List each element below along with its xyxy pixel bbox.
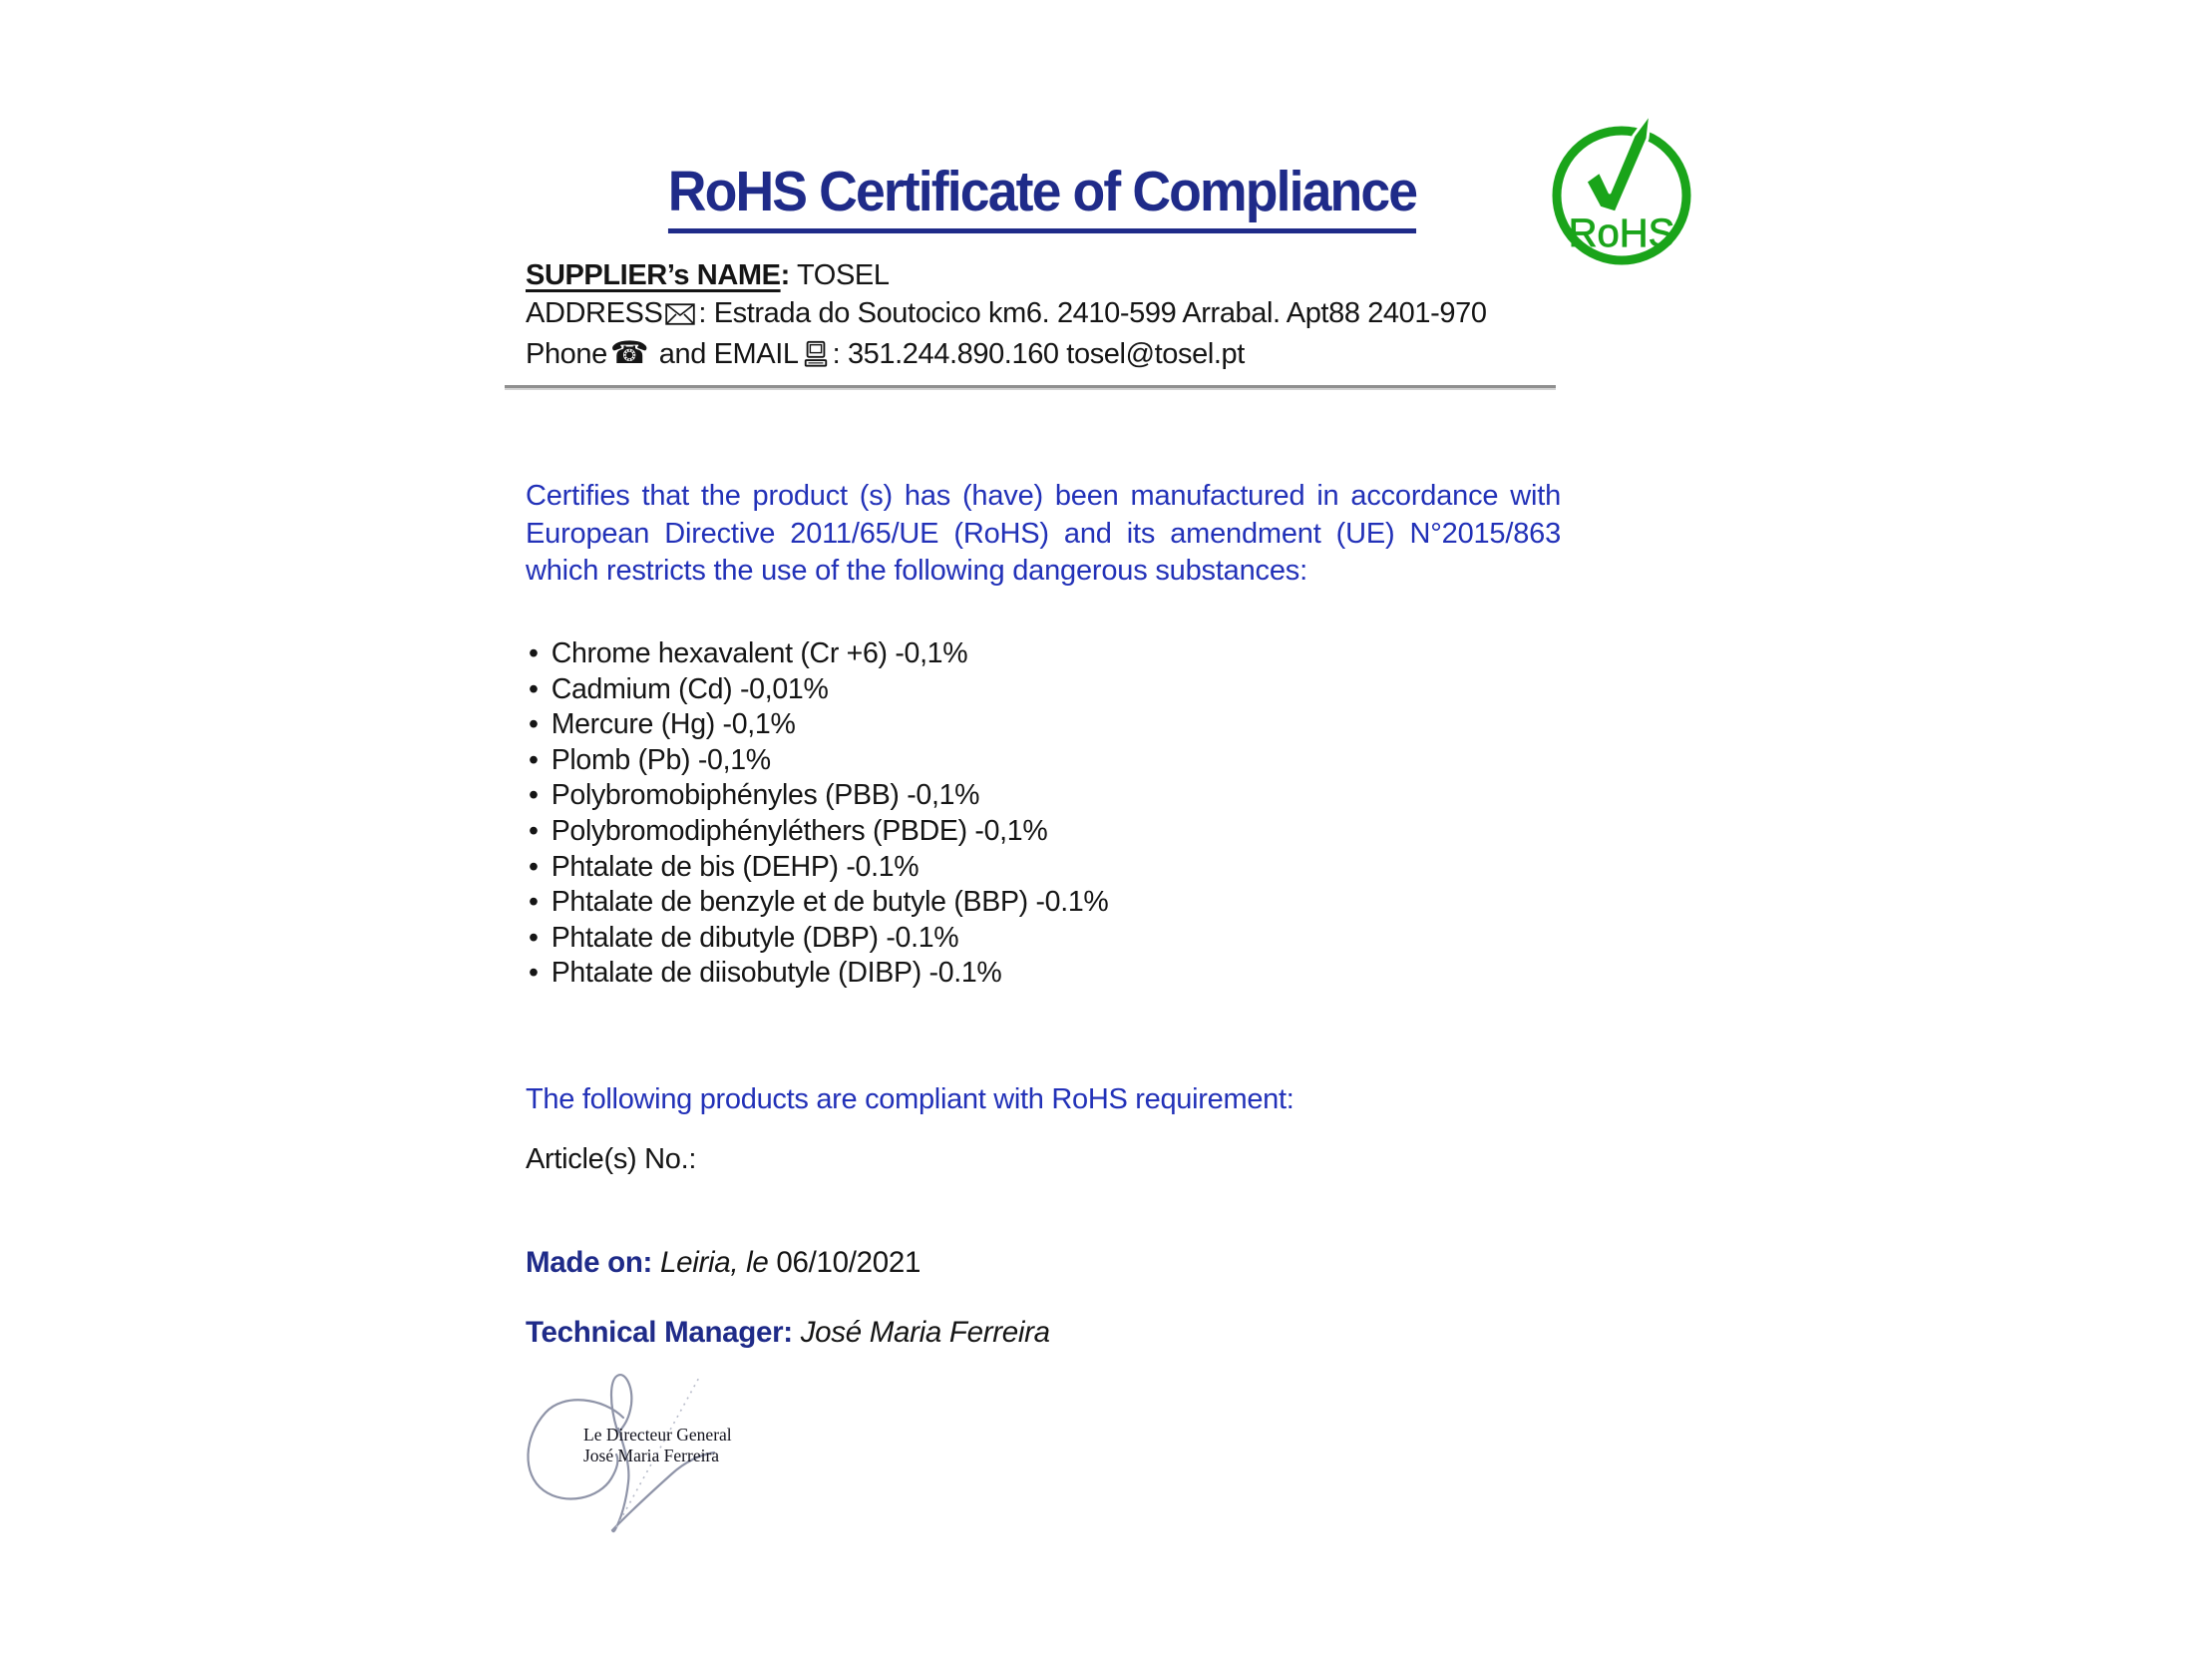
substance-item	[529, 743, 1108, 779]
substance-text: Polybromodiphényléthers (PBDE) -0,1%	[551, 814, 1048, 847]
technical-manager-line	[526, 1316, 1050, 1350]
substance-item	[529, 850, 1108, 886]
substance-item	[529, 672, 1108, 708]
divider-rule	[505, 385, 1556, 390]
technical-manager-name: José Maria Ferreira	[800, 1316, 1050, 1349]
compliance-statement: The following products are compliant with RoHS requirement:	[526, 1083, 1294, 1115]
article-number-line: Article(s) No.:	[526, 1143, 697, 1175]
substance-text: Chrome hexavalent (Cr +6) -0,1%	[551, 637, 968, 669]
substance-text: Phtalate de bis (DEHP) -0.1%	[551, 850, 920, 883]
supplier-name-line	[526, 257, 1487, 295]
computer-icon	[802, 340, 830, 379]
certification-paragraph: Certifies that the product (s) has (have) been manufactured in accordance with European Directive 2011/65/UE (RoHS) and its amendment (UE) N°2015/863 which restricts the use of the following dangerous substances:	[526, 480, 1561, 587]
signature-stamp	[583, 1425, 732, 1466]
contact-value: : 351.244.890.160 tosel@tosel.pt	[832, 338, 1245, 370]
made-on-date: 06/10/2021	[776, 1246, 922, 1279]
substance-text: Plomb (Pb) -0,1%	[551, 743, 771, 776]
envelope-icon	[665, 298, 695, 336]
substance-item	[529, 636, 1108, 672]
supplier-name-label: SUPPLIER’s NAME	[526, 259, 781, 291]
page-title: RoHS Certificate of Compliance	[668, 162, 1416, 233]
substance-text: Phtalate de diisobutyle (DIBP) -0.1%	[551, 957, 1002, 990]
made-on-label: Made on:	[526, 1246, 653, 1279]
supplier-name-colon: :	[780, 259, 790, 291]
email-label: and EMAIL	[658, 338, 799, 370]
phone-icon: ☎	[609, 335, 649, 371]
supplier-address-line	[526, 295, 1487, 336]
substance-item	[529, 921, 1108, 957]
supplier-contact-line	[526, 335, 1487, 379]
address-value: : Estrada do Soutocico km6. 2410-599 Arrabal. Apt88 2401-970	[698, 296, 1487, 329]
phone-label: Phone	[526, 338, 607, 370]
stamp-line-1: Le Directeur General	[583, 1425, 732, 1445]
substance-text: Phtalate de benzyle et de butyle (BBP) -0.1%	[551, 886, 1109, 919]
address-label: ADDRESS	[526, 296, 663, 329]
rohs-logo	[1534, 96, 1708, 270]
supplier-name-value: TOSEL	[797, 259, 890, 291]
title-row	[556, 124, 1528, 271]
substance-item	[529, 707, 1108, 743]
logo-text: RoHS	[1568, 211, 1675, 255]
substance-text: Mercure (Hg) -0,1%	[551, 708, 796, 741]
substance-text: Phtalate de dibutyle (DBP) -0.1%	[551, 921, 959, 954]
substance-item	[529, 778, 1108, 814]
made-on-line	[526, 1246, 921, 1280]
substance-text: Polybromobiphényles (PBB) -0,1%	[551, 779, 980, 812]
substances-list	[529, 636, 1108, 992]
rohs-logo-graphic	[1534, 96, 1708, 270]
substance-text: Cadmium (Cd) -0,01%	[551, 672, 829, 705]
substance-item	[529, 956, 1108, 992]
signature-block	[504, 1363, 773, 1562]
stamp-line-2: José Maria Ferreira	[583, 1446, 720, 1465]
technical-manager-label: Technical Manager:	[526, 1316, 793, 1349]
substance-item	[529, 885, 1108, 921]
substance-item	[529, 814, 1108, 850]
supplier-info	[526, 257, 1487, 379]
made-on-place: Leiria, le	[659, 1246, 769, 1279]
